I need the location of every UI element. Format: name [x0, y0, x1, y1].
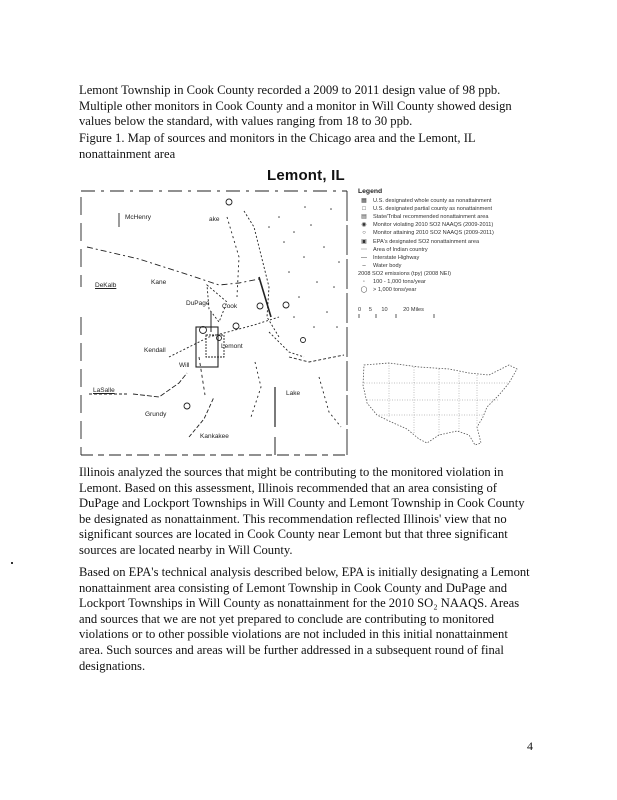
circle-dot-icon: ◉	[361, 222, 367, 229]
solid-line-icon: —	[361, 254, 367, 261]
paragraph-design-values: Lemont Township in Cook County recorded a 2009 to 2011 design value of 98 ppb. Multiple other monitors in Cook County and a monitor in Will County showed design values below the standard, with values ranging from 18 to 30 ppb.	[79, 83, 512, 129]
label-kane: Kane	[151, 279, 167, 286]
label-will: Will	[179, 362, 190, 369]
dotted-line-icon: ⋯	[361, 246, 367, 253]
figure-map-lemont	[79, 163, 531, 463]
legend-item: ◯ > 1,000 tons/year	[358, 286, 528, 294]
legend-item: ▤ State/Tribal recommended nonattainment area	[358, 213, 528, 221]
legend-item: – Water body	[358, 262, 528, 270]
legend-item: □ U.S. designated partial county as nonattainment	[358, 205, 528, 213]
scan-artifact	[11, 562, 13, 564]
us-inset-map	[359, 355, 527, 455]
map-legend	[358, 188, 528, 294]
legend-item: ▦ U.S. designated whole county as nonattainment	[358, 197, 528, 205]
large-circle-icon: ◯	[360, 287, 368, 294]
label-lake: ake	[209, 216, 220, 223]
page-number: 4	[527, 739, 533, 753]
dashed-box-icon: ▤	[361, 214, 367, 221]
label-lake-in: Lake	[286, 390, 301, 397]
label-cook: Cook	[222, 303, 238, 310]
thin-line-icon: –	[362, 262, 366, 269]
outline-box-icon: □	[362, 206, 366, 213]
legend-item: ⋯ Area of Indian country	[358, 246, 528, 254]
legend-item: ◉ Monitor violating 2010 SO2 NAAQS (2009-2011)	[358, 221, 528, 229]
map-title: Lemont, IL	[267, 167, 345, 184]
legend-title: Legend	[358, 188, 383, 195]
small-circle-icon: ◦	[362, 279, 366, 286]
label-dupage: DuPage	[186, 300, 210, 307]
label-kendall: Kendall	[144, 347, 166, 354]
label-grundy: Grundy	[145, 411, 167, 418]
hatch-box-icon: ▦	[361, 198, 367, 205]
scale-ticks	[358, 314, 438, 318]
legend-item: — Interstate Highway	[358, 254, 528, 262]
label-dekalb: DeKalb	[95, 282, 117, 289]
label-mchenry: McHenry	[125, 214, 152, 221]
legend-item: ◦ 100 - 1,000 tons/year	[358, 278, 528, 286]
scale-bar: 0 5 10 20 Miles	[358, 307, 438, 318]
legend-item: 2008 SO2 emissions (tpy) (2008 NEI)	[358, 270, 451, 277]
label-kankakee: Kankakee	[200, 433, 229, 440]
label-lemont: Lemont	[221, 343, 243, 350]
paragraph-illinois-analysis: Illinois analyzed the sources that might be contributing to the monitored violation in Lemont. Based on this assessment, Illinois recommended that an area consisting of DuPage and Lockport Townships in Will County and Lemont Township in Cook County be designated as nonattainment. This recommendation reflected Illinois' view that no significant sources are located in Cook County near Lemont but that three significant sources are located nearby in Will County.	[79, 465, 525, 557]
legend-item: ○ Monitor attaining 2010 SO2 NAAQS (2009-2011)	[358, 229, 528, 237]
map-linework	[79, 187, 349, 459]
regional-map	[79, 187, 349, 459]
legend-item: ▣ EPA's designated SO2 nonattainment area	[358, 238, 528, 246]
label-lasalle: LaSalle	[93, 387, 115, 394]
circle-icon: ○	[362, 230, 366, 237]
paragraph-epa-designation: Based on EPA's technical analysis described below, EPA is initially designating a Lemont nonattainment area consisting of Lemont Township in Cook County and DuPage and Lockport Townships in Will County as nonattainment for the 2010 SO₂ NAAQS. Areas and sources that we are not yet prepared to conclude are contributing to monitored violations or to other possible violations are not included in this initial nonattainment area. Such sources and areas will be further addressed in a subsequent round of final designations.	[79, 565, 530, 673]
figure-caption: Figure 1. Map of sources and monitors in the Chicago area and the Lemont, IL nonattainment area	[79, 131, 476, 161]
square-box-icon: ▣	[361, 238, 367, 245]
us-outline-map	[359, 355, 527, 455]
